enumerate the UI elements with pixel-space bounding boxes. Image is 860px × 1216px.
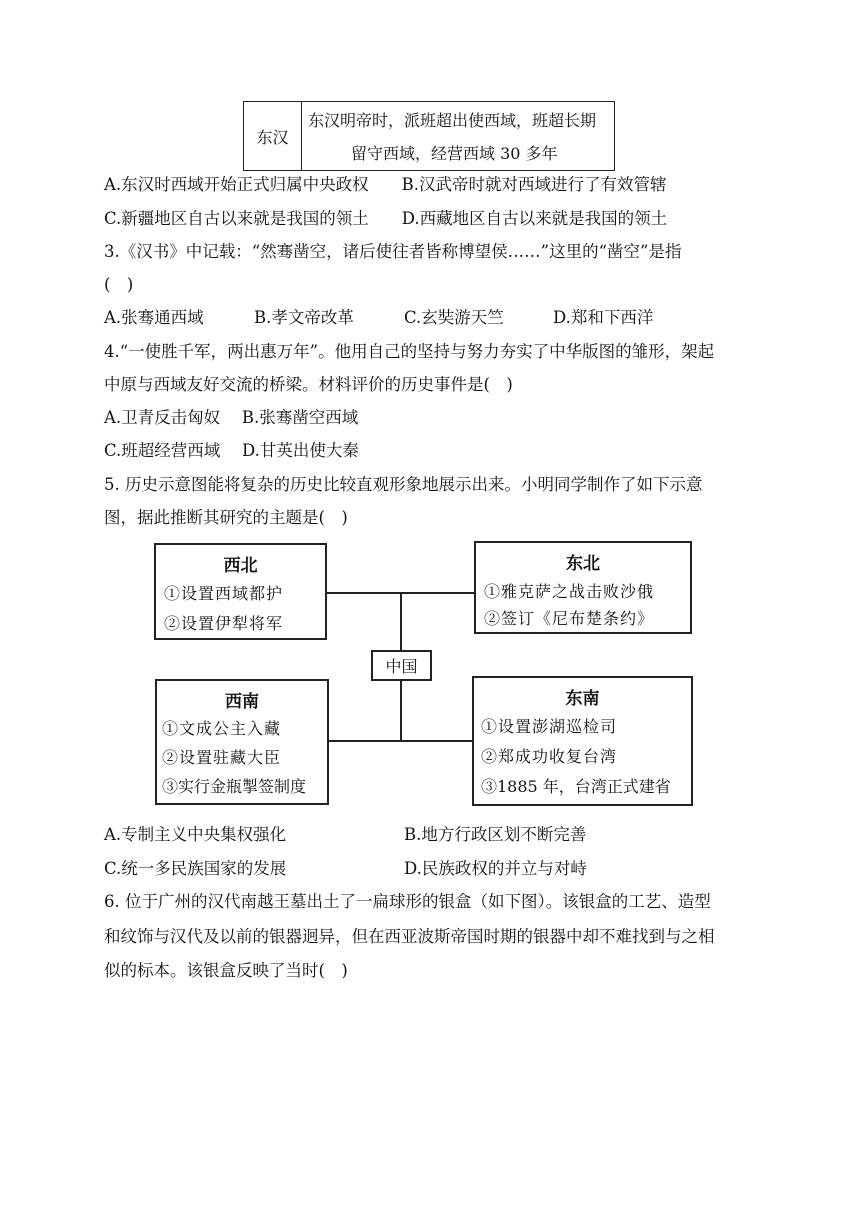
q2-options-row2: C.新疆地区自古以来就是我国的领土 D.西藏地区自古以来就是我国的领土 — [104, 209, 668, 228]
connector-center-down — [400, 681, 402, 741]
northeast-item-2: ②签订《尼布楚条约》 — [484, 609, 655, 628]
q6-stem-line3: 似的标本。该银盒反映了当时( ) — [104, 961, 348, 980]
q5-stem-line1: 5. 历史示意图能将复杂的历史比较直观形象地展示出来。小明同学制作了如下示意 — [104, 475, 703, 494]
q5-option-b: B.地方行政区划不断完善 — [404, 825, 587, 844]
southwest-item-1: ①文成公主入藏 — [162, 719, 282, 738]
table-content-line2: 留守西域，经营西域 30 多年 — [351, 144, 558, 163]
table-dynasty-cell: 东汉 — [244, 102, 302, 170]
connector-center-up — [400, 592, 402, 650]
q3-option-a: A.张骞通西域 — [104, 308, 204, 327]
southwest-item-3: ③实行金瓶掣签制度 — [162, 777, 307, 796]
southwest-item-2: ②设置驻藏大臣 — [162, 748, 282, 767]
box-southwest — [155, 679, 329, 805]
q5-option-d: D.民族政权的并立与对峙 — [404, 859, 587, 878]
connector-bottom — [329, 740, 474, 742]
q4-stem-line1: 4.“一使胜千军，两出惠万年”。他用自己的坚持与努力夯实了中华版图的雏形，架起 — [104, 342, 715, 361]
q4-options-row1: A.卫青反击匈奴 B.张骞凿空西域 — [104, 408, 359, 427]
q6-stem-line2: 和纹饰与汉代及以前的银器迥异，但在西亚波斯帝国时期的银器中却不难找到与之相 — [104, 927, 715, 946]
q5-option-a: A.专制主义中央集权强化 — [104, 825, 287, 844]
q3-stem-line2: ( ) — [104, 275, 134, 294]
q3-option-b: B.孝文帝改革 — [254, 308, 354, 327]
northwest-item-2: ②设置伊犁将军 — [164, 614, 284, 633]
southwest-title: 西南 — [225, 692, 259, 712]
box-southeast — [472, 676, 693, 806]
q4-options-row2: C.班超经营西域 D.甘英出使大秦 — [104, 441, 359, 460]
northwest-title: 西北 — [223, 556, 258, 576]
q3-option-d: D.郑和下西洋 — [553, 308, 654, 327]
southeast-item-3: ③1885 年，台湾正式建省 — [481, 777, 671, 796]
q2-options-row1: A.东汉时西域开始正式归属中央政权 B.汉武帝时就对西域进行了有效管辖 — [104, 175, 667, 194]
history-table — [243, 101, 615, 171]
box-northwest — [154, 543, 327, 640]
q3-stem-line1: 3.《汉书》中记载：“然骞凿空，诸后使往者皆称博望侯……”这里的“凿空”是指 — [104, 242, 682, 261]
southeast-item-2: ②郑成功收复台湾 — [481, 747, 618, 766]
q4-stem-line2: 中原与西域友好交流的桥梁。材料评价的历史事件是( ) — [104, 375, 513, 394]
diagram-center-china: 中国 — [371, 650, 432, 681]
q5-stem-line2: 图，据此推断其研究的主题是( ) — [104, 508, 348, 527]
table-content-line1: 东汉明帝时，派班超出使西域，班超长期 — [308, 111, 597, 130]
southeast-item-1: ①设置澎湖巡检司 — [481, 717, 618, 736]
q5-option-c: C.统一多民族国家的发展 — [104, 859, 287, 878]
q6-stem-line1: 6. 位于广州的汉代南越王墓出土了一扁球形的银盒（如下图）。该银盒的工艺、造型 — [104, 892, 711, 911]
q3-option-c: C.玄奘游天竺 — [404, 308, 504, 327]
northeast-title: 东北 — [566, 554, 600, 574]
southeast-title: 东南 — [565, 689, 600, 709]
northwest-item-1: ①设置西域都护 — [164, 584, 284, 603]
northeast-item-1: ①雅克萨之战击败沙俄 — [484, 582, 655, 601]
box-northeast — [474, 541, 692, 634]
